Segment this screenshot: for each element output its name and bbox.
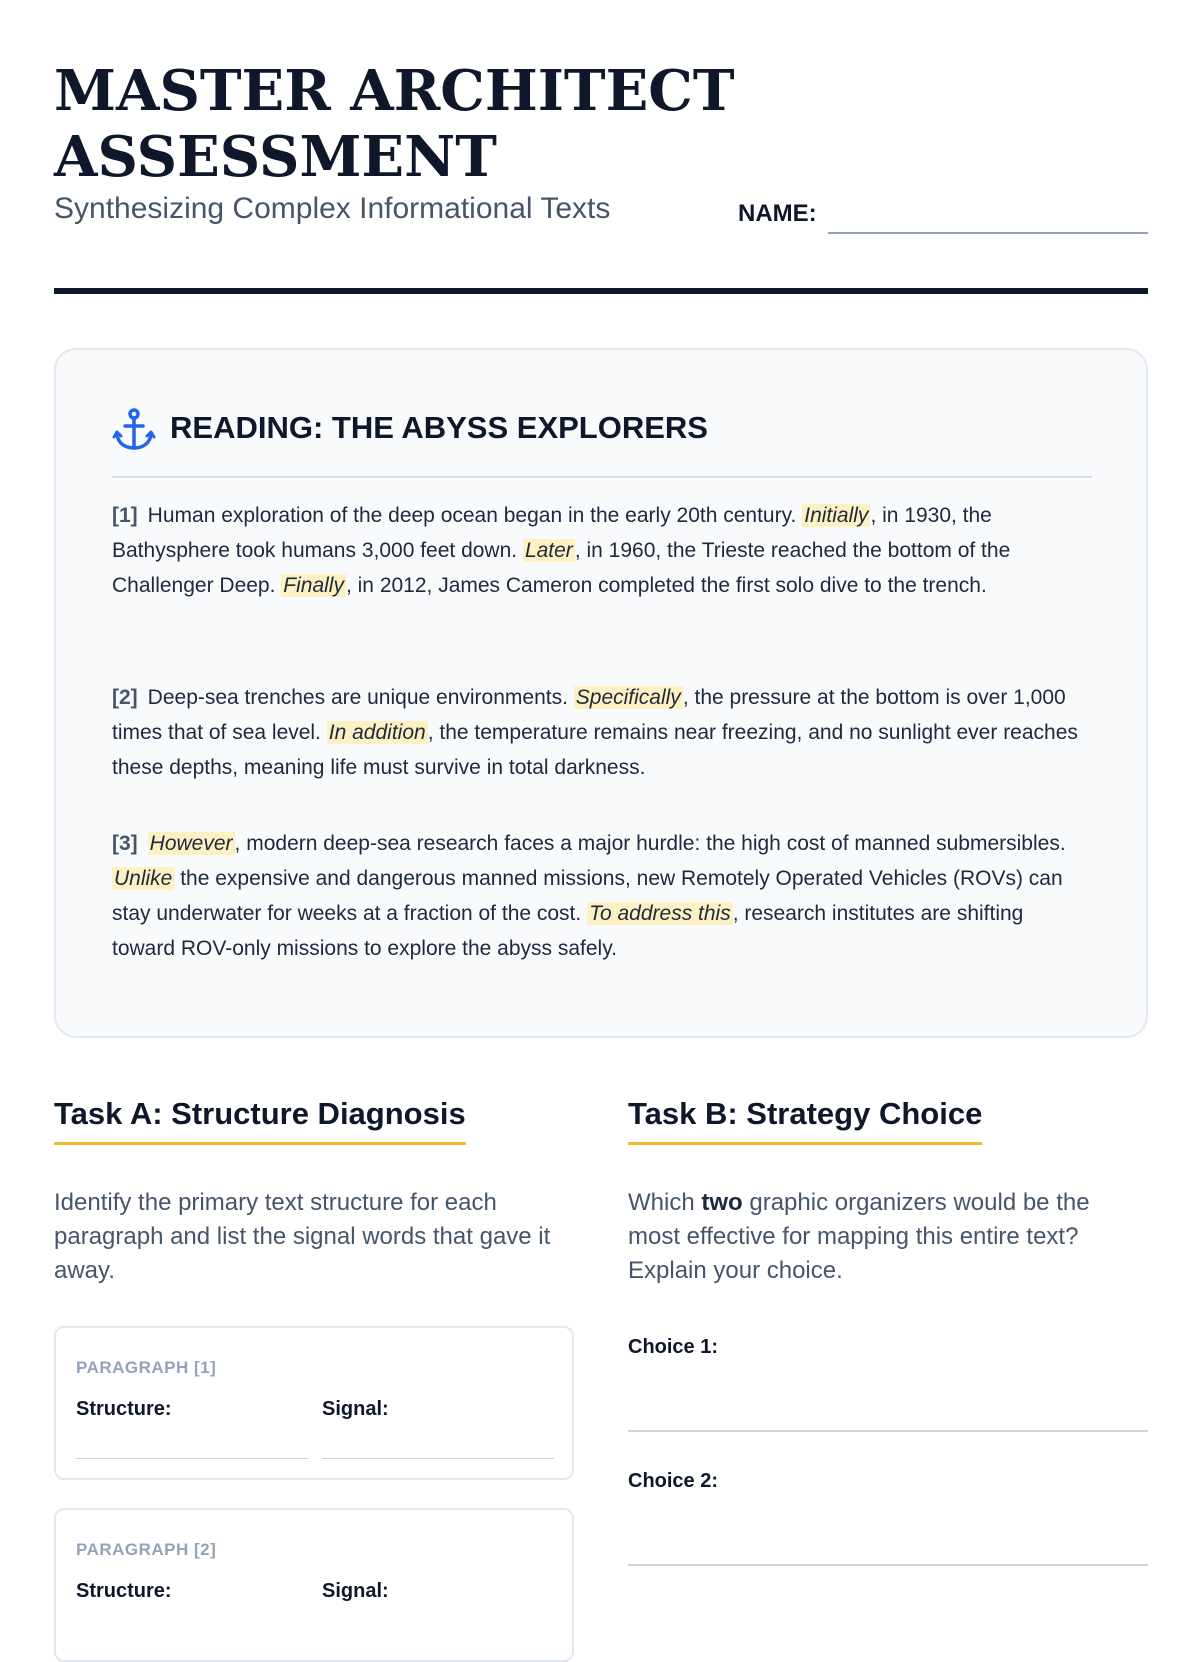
paragraph-text: , the temperature remains near freezing, and no sunlight ever reaches these depths, meaning life must survive in total darkness. [112, 721, 1078, 779]
page-title-line2: ASSESSMENT [54, 124, 497, 190]
reading-passage-box [54, 348, 1148, 1038]
signal-word: To address this [589, 902, 731, 925]
signal-word: Later [524, 539, 573, 562]
reading-header [112, 406, 1092, 478]
paragraph-text: Human exploration of the deep ocean began in the early 20th century. [147, 504, 803, 527]
page-title [54, 58, 735, 190]
paragraph-2 [112, 680, 1092, 785]
signal-answer-line[interactable] [322, 1458, 554, 1459]
choice-1-answer-line[interactable] [628, 1430, 1148, 1432]
structure-label: Structure: [76, 1580, 172, 1602]
page-title-line1: MASTER ARCHITECT [54, 58, 735, 124]
paragraph-number: [3] [112, 832, 138, 855]
paragraph-card-2 [54, 1508, 574, 1662]
header-divider [54, 288, 1148, 294]
paragraph-text: Deep-sea trenches are unique environments. [147, 686, 574, 709]
paragraph-text: , in 2012, James Cameron completed the first solo dive to the trench. [345, 574, 987, 597]
signal-word: However [149, 832, 233, 855]
signal-word: Specifically [575, 686, 681, 709]
signal-word: Initially [804, 504, 869, 527]
paragraph-text: , in 1930, the Bathysphere took humans 3,000 feet down. [112, 504, 992, 562]
structure-label: Structure: [76, 1398, 172, 1420]
task-a-description: Identify the primary text structure for each paragraph and list the signal words that gave it away. [54, 1189, 551, 1284]
signal-label: Signal: [322, 1398, 389, 1420]
choice-2-answer-line[interactable] [628, 1564, 1148, 1566]
structure-answer-line[interactable] [76, 1458, 308, 1459]
task-a-title: Task A: Structure Diagnosis [54, 1096, 466, 1145]
paragraph-text: the expensive and dangerous manned missions, new Remotely Operated Vehicles (ROVs) can stay underwater for weeks at a fraction of the cost. [112, 867, 1063, 925]
paragraph-card-label: PARAGRAPH [2] [76, 1540, 217, 1559]
paragraph-3 [112, 826, 1092, 966]
signal-label: Signal: [322, 1580, 389, 1602]
task-b-description-post: graphic organizers would be the most effective for mapping this entire text? Explain your choice. [628, 1189, 1090, 1284]
paragraph-card-1 [54, 1326, 574, 1480]
signal-word: In addition [328, 721, 426, 744]
task-b-description [628, 1186, 1128, 1288]
task-b-description-pre: Which [628, 1189, 702, 1216]
paragraph-number: [2] [112, 686, 138, 709]
name-label: NAME: [738, 200, 817, 227]
paragraph-text: , in 1960, the Trieste reached the bottom of the Challenger Deep. [112, 539, 1011, 597]
signal-word: Unlike [114, 867, 173, 890]
choice-2-label: Choice 2: [628, 1470, 719, 1492]
choice-1-label: Choice 1: [628, 1336, 719, 1358]
anchor-icon [112, 406, 156, 454]
name-field-line[interactable] [828, 232, 1148, 234]
paragraph-1 [112, 498, 1092, 603]
task-b-title: Task B: Strategy Choice [628, 1096, 982, 1145]
paragraph-card-label: PARAGRAPH [1] [76, 1358, 217, 1377]
paragraph-text: , the pressure at the bottom is over 1,000 times that of sea level. [112, 686, 1066, 744]
signal-word: Finally [283, 574, 344, 597]
paragraph-text: , modern deep-sea research faces a major hurdle: the high cost of manned submersibles. [234, 832, 1066, 855]
paragraph-number: [1] [112, 504, 138, 527]
paragraph-text: , research institutes are shifting toward ROV-only missions to explore the abyss safely. [112, 902, 1024, 960]
page-subtitle: Synthesizing Complex Informational Texts [54, 192, 611, 225]
reading-title: READING: THE ABYSS EXPLORERS [170, 410, 708, 445]
task-b-description-bold: two [701, 1189, 743, 1216]
